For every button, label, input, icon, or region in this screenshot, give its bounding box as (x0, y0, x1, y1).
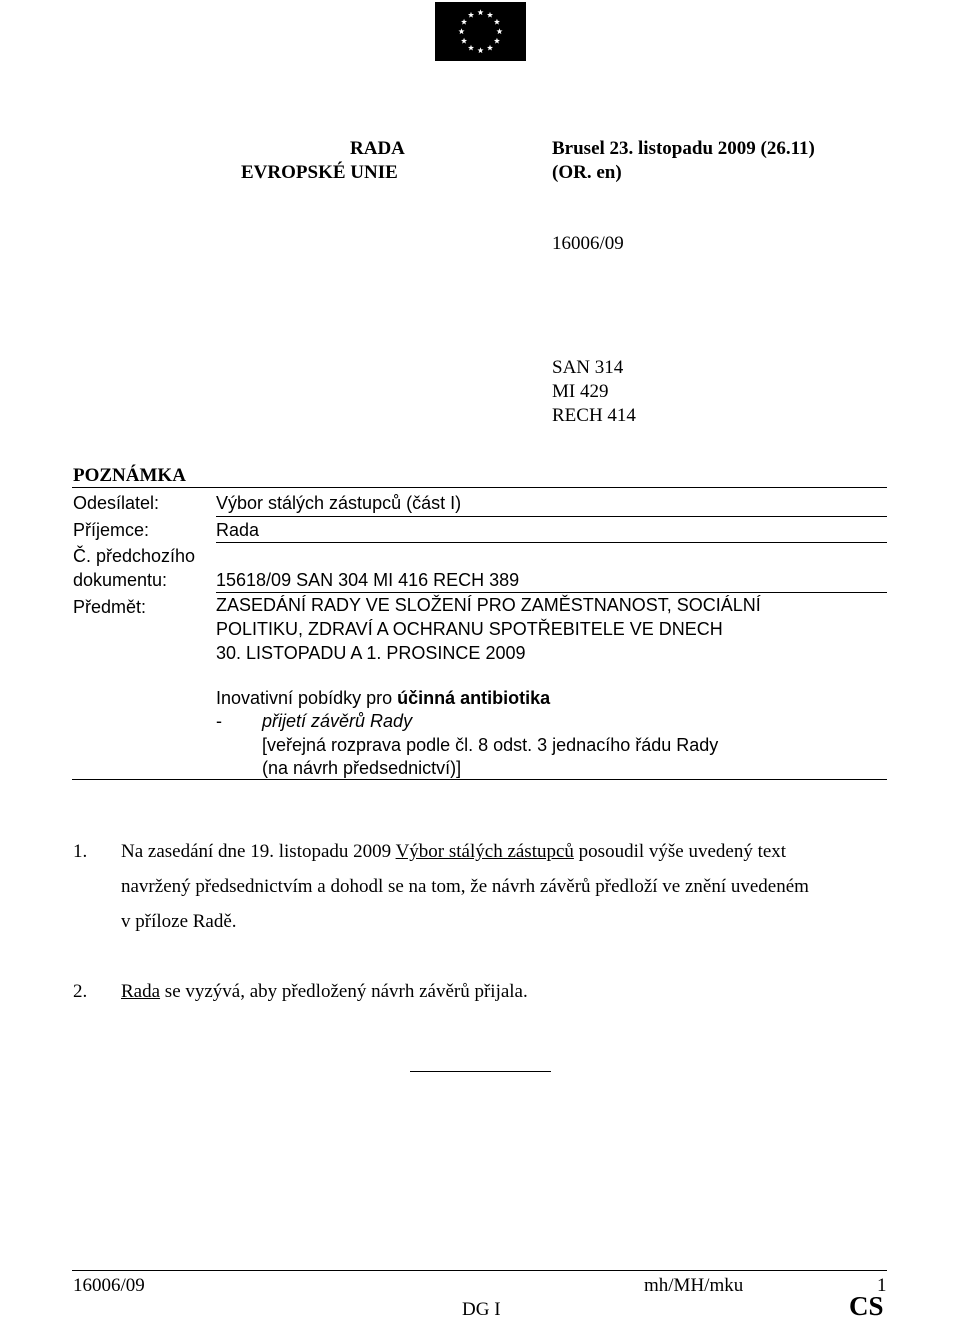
flag-star-icon (487, 45, 493, 51)
flag-star-icon (496, 28, 502, 34)
org-line-1: RADA (350, 138, 405, 159)
p1-text-b: posoudil výše uvedený text (573, 841, 787, 862)
flag-star-icon (494, 38, 500, 44)
prev-doc-value: 15618/09 SAN 304 MI 416 RECH 389 (216, 570, 520, 590)
document-number: 16006/09 (552, 233, 624, 254)
subject-line-3: 30. LISTOPADU A 1. PROSINCE 2009 (216, 643, 526, 663)
debate-line-2: (na návrh předsednictví)] (262, 758, 462, 778)
paragraph-1-number: 1. (73, 841, 88, 862)
paragraph-2-text (121, 980, 528, 1004)
paragraph-2-number: 2. (73, 981, 88, 1002)
p2-council-underlined: Rada (121, 981, 161, 1002)
sender-label: Odesílatel: (73, 493, 160, 513)
flag-star-icon (487, 12, 493, 18)
end-rule (410, 1071, 551, 1072)
flag-star-icon (458, 28, 464, 34)
subject-line-1: ZASEDÁNÍ RADY VE SLOŽENÍ PRO ZAMĚSTNANOST, SOCIÁLNÍ (216, 595, 761, 615)
footer-initials: mh/MH/mku (644, 1275, 744, 1296)
rule-recipient (216, 542, 887, 543)
eu-stars-icon (435, 2, 526, 61)
flag-star-icon (477, 9, 483, 15)
footer-dg: DG I (462, 1299, 501, 1320)
subject-label: Předmět: (73, 597, 147, 617)
code-rech: RECH 414 (552, 405, 636, 426)
topic-bold: účinná antibiotika (397, 688, 551, 708)
p1-committee-underlined: Výbor stálých zástupců (395, 841, 574, 862)
prev-doc-label-2: dokumentu: (73, 570, 168, 590)
footer-doc-number: 16006/09 (73, 1275, 145, 1296)
adoption-text: přijetí závěrů Rady (262, 711, 413, 731)
org-line-2: EVROPSKÉ UNIE (241, 162, 398, 183)
adoption-dash: - (216, 711, 222, 731)
original-language: (OR. en) (552, 162, 622, 183)
note-heading: POZNÁMKA (73, 465, 186, 486)
rule-sender (216, 516, 887, 517)
p1-text-a: Na zasedání dne 19. listopadu 2009 (121, 841, 396, 862)
topic-prefix: Inovativní pobídky pro (216, 688, 398, 708)
rule-bottom (72, 779, 887, 780)
footer-page-number: 1 (877, 1275, 887, 1296)
sender-value: Výbor stálých zástupců (část I) (216, 493, 462, 513)
prev-doc-label-1: Č. předchozího (73, 546, 196, 566)
subject-line-2: POLITIKU, ZDRAVÍ A OCHRANU SPOTŘEBITELE VE DNECH (216, 619, 723, 639)
p2-rest: se vyzývá, aby předložený návrh závěrů přijala. (160, 981, 528, 1002)
recipient-value: Rada (216, 520, 260, 540)
flag-star-icon (468, 45, 474, 51)
paragraph-1-line-1 (121, 840, 786, 864)
flag-star-icon (477, 47, 483, 53)
paragraph-1-line-2: navržený předsednictvím a dohodl se na tom, že návrh závěrů předloží ve znění uvedeném (121, 876, 809, 897)
flag-star-icon (461, 38, 467, 44)
flag-star-icon (468, 12, 474, 18)
code-san: SAN 314 (552, 357, 624, 378)
recipient-label: Příjemce: (73, 520, 150, 540)
rule-prev-doc (216, 592, 887, 593)
eu-flag-icon (435, 2, 526, 61)
flag-star-icon (461, 19, 467, 25)
flag-star-icon (494, 19, 500, 25)
topic-line (216, 687, 550, 710)
footer-language: CS (849, 1291, 884, 1321)
paragraph-1-line-3: v příloze Radě. (121, 911, 237, 932)
footer-rule (72, 1270, 887, 1271)
debate-line-1: [veřejná rozprava podle čl. 8 odst. 3 jednacího řádu Rady (262, 735, 719, 755)
date-line: Brusel 23. listopadu 2009 (26.11) (552, 138, 815, 159)
code-mi: MI 429 (552, 381, 609, 402)
rule-top (72, 487, 887, 488)
